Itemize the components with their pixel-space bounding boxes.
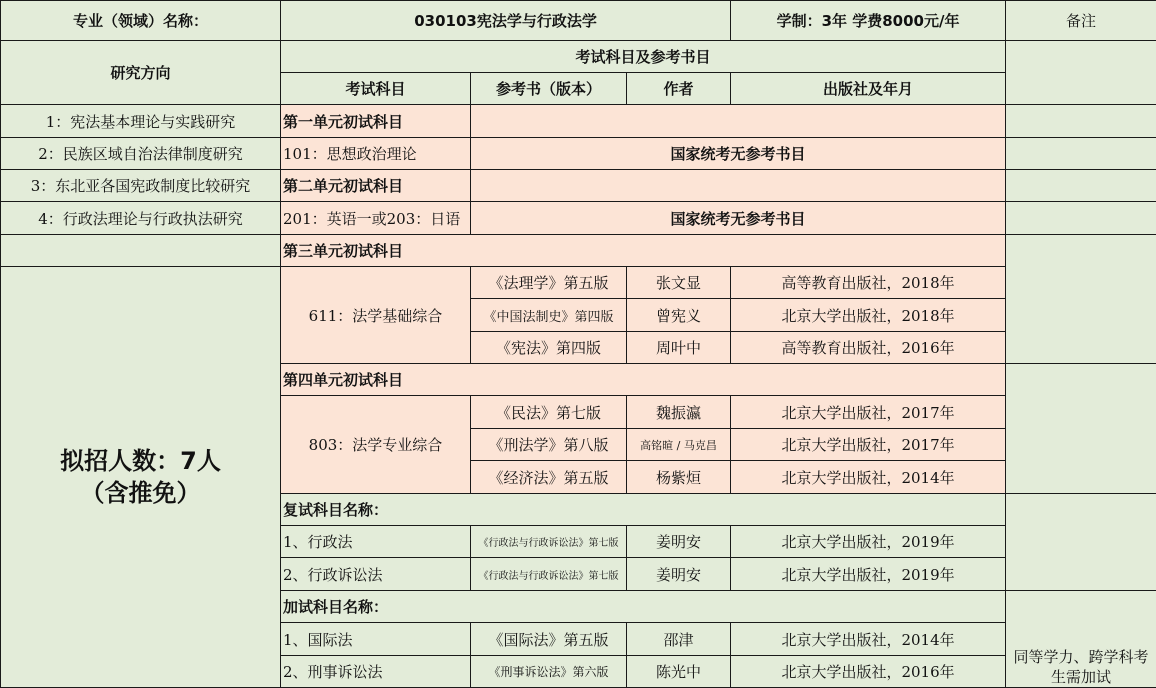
- book: 《经济法》第五版: [471, 461, 627, 494]
- duration-fee: 学制：3年 学费8000元/年: [731, 1, 1006, 41]
- enrollment-count: 拟招人数：7人: [60, 447, 221, 475]
- enrollment-cell: [1, 267, 281, 688]
- unit2-blank: [471, 170, 1006, 202]
- unit3-title: 第三单元初试科目: [281, 235, 1006, 267]
- author: 姜明安: [627, 526, 731, 558]
- retest-subject: 1、行政法: [281, 526, 471, 558]
- publisher: 北京大学出版社，2014年: [731, 461, 1006, 494]
- direction-3: 3：东北亚各国宪政制度比较研究: [1, 170, 281, 202]
- publisher: 高等教育出版社，2016年: [731, 332, 1006, 364]
- book: 《国际法》第五版: [471, 623, 627, 656]
- direction-4: 4：行政法理论与行政执法研究: [1, 202, 281, 235]
- remarks-cell: [1006, 235, 1156, 364]
- publisher: 北京大学出版社，2019年: [731, 526, 1006, 558]
- col-publisher: 出版社及年月: [731, 73, 1006, 105]
- direction-1: 1：宪法基本理论与实践研究: [1, 105, 281, 138]
- direction-2: 2：民族区域自治法律制度研究: [1, 138, 281, 170]
- unit1-title: 第一单元初试科目: [281, 105, 471, 138]
- book: 《民法》第七版: [471, 396, 627, 429]
- retest-title: 复试科目名称：: [281, 494, 1006, 526]
- col-subject: 考试科目: [281, 73, 471, 105]
- book: 《行政法与行政诉讼法》第七版: [471, 558, 627, 591]
- col-book: 参考书（版本）: [471, 73, 627, 105]
- author: 曾宪义: [627, 299, 731, 332]
- major-name: 030103宪法学与行政法学: [281, 1, 731, 41]
- book: 《行政法与行政诉讼法》第七版: [471, 526, 627, 558]
- author: 姜明安: [627, 558, 731, 591]
- extra-note: 同等学力、跨学科考生需加试: [1006, 591, 1156, 688]
- exam-section-title: 考试科目及参考书目: [281, 41, 1006, 73]
- col-author: 作者: [627, 73, 731, 105]
- major-label: 专业（领域）名称：: [1, 1, 281, 41]
- author: 张文显: [627, 267, 731, 299]
- publisher: 北京大学出版社，2017年: [731, 429, 1006, 461]
- remarks-header: 备注: [1006, 1, 1156, 41]
- publisher: 北京大学出版社，2014年: [731, 623, 1006, 656]
- book: 《法理学》第五版: [471, 267, 627, 299]
- remarks-cell: [1006, 105, 1156, 138]
- publisher: 北京大学出版社，2017年: [731, 396, 1006, 429]
- extra-subject: 1、国际法: [281, 623, 471, 656]
- author: 陈光中: [627, 656, 731, 688]
- retest-subject: 2、行政诉讼法: [281, 558, 471, 591]
- enrollment-note: （含推免）: [80, 479, 201, 507]
- author: 邵津: [627, 623, 731, 656]
- publisher: 高等教育出版社，2018年: [731, 267, 1006, 299]
- book: 《宪法》第四版: [471, 332, 627, 364]
- unit2-title: 第二单元初试科目: [281, 170, 471, 202]
- unit3-subject: 611：法学基础综合: [281, 267, 471, 364]
- extra-title: 加试科目名称：: [281, 591, 1006, 623]
- author: 高铭暄 / 马克昌: [627, 429, 731, 461]
- remarks-cell: [1006, 170, 1156, 202]
- direction-blank: [1, 235, 281, 267]
- remarks-cell: [1006, 41, 1156, 105]
- publisher: 北京大学出版社，2018年: [731, 299, 1006, 332]
- unit1-no-books: 国家统考无参考书目: [471, 138, 1006, 170]
- unit2-no-books: 国家统考无参考书目: [471, 202, 1006, 235]
- extra-subject: 2、刑事诉讼法: [281, 656, 471, 688]
- remarks-cell: [1006, 494, 1156, 591]
- author: 杨紫烜: [627, 461, 731, 494]
- publisher: 北京大学出版社，2016年: [731, 656, 1006, 688]
- remarks-cell: [1006, 138, 1156, 170]
- unit1-blank: [471, 105, 1006, 138]
- author: 魏振瀛: [627, 396, 731, 429]
- unit1-subject: 101：思想政治理论: [281, 138, 471, 170]
- direction-header: 研究方向: [1, 41, 281, 105]
- book: 《中国法制史》第四版: [471, 299, 627, 332]
- author: 周叶中: [627, 332, 731, 364]
- remarks-cell: [1006, 364, 1156, 494]
- unit4-title: 第四单元初试科目: [281, 364, 1006, 396]
- book: 《刑事诉讼法》第六版: [471, 656, 627, 688]
- unit4-subject: 803：法学专业综合: [281, 396, 471, 494]
- unit2-subject: 201：英语一或203：日语: [281, 202, 471, 235]
- remarks-cell: [1006, 202, 1156, 235]
- publisher: 北京大学出版社，2019年: [731, 558, 1006, 591]
- book: 《刑法学》第八版: [471, 429, 627, 461]
